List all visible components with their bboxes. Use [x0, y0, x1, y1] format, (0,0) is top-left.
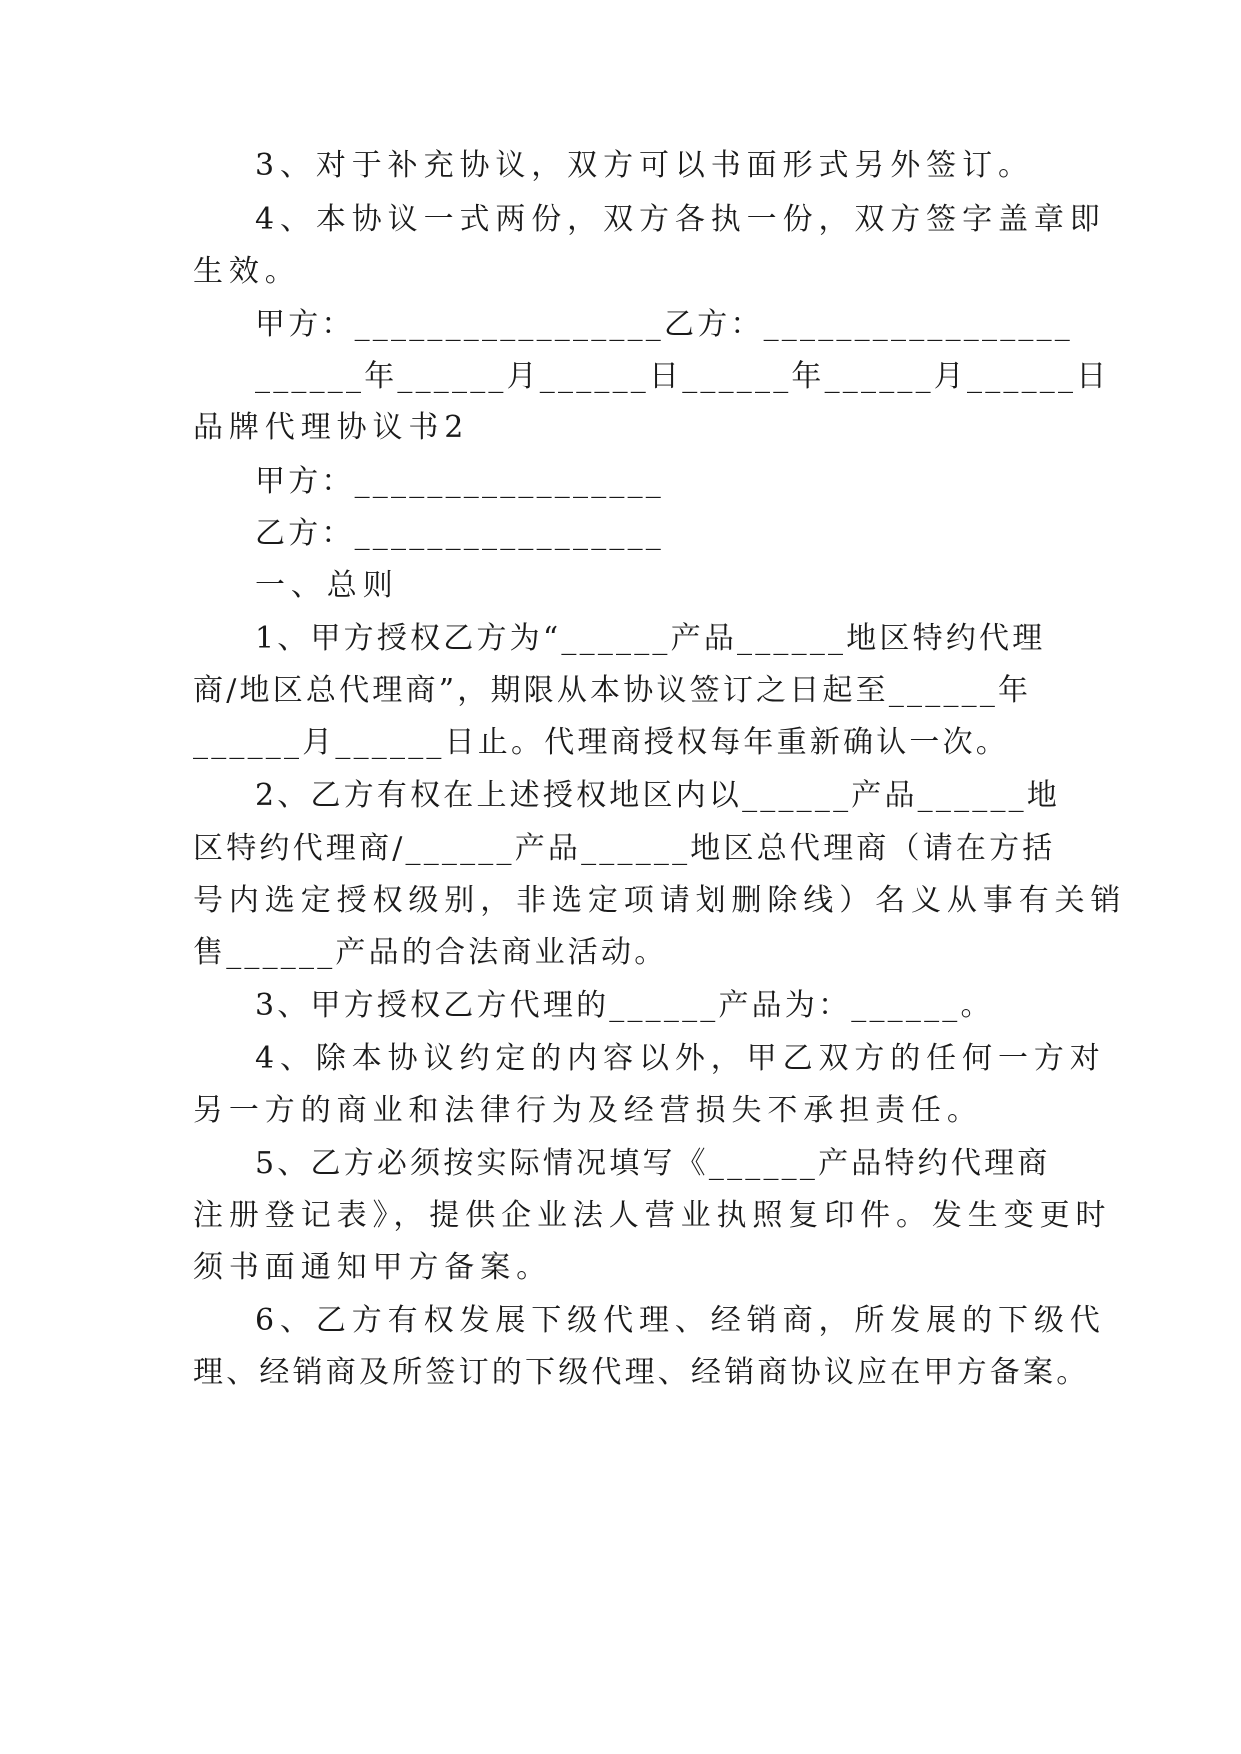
paragraph-line: 商/地区总代理商”，期限从本协议签订之日起至______年 — [193, 673, 1032, 708]
date-line: ______年______月______日______年______月______日 — [255, 359, 1110, 394]
paragraph-line: 号内选定授权级别，非选定项请划删除线）名义从事有关销 — [193, 883, 1127, 918]
paragraph-line: 须书面通知甲方备案。 — [193, 1250, 552, 1285]
paragraph-line: 5、乙方必须按实际情况填写《______产品特约代理商 — [255, 1146, 1051, 1181]
party-b-line: 乙方：_________________ — [255, 516, 664, 551]
paragraph-line: 理、经销商及所签订的下级代理、经销商协议应在甲方备案。 — [193, 1355, 1090, 1390]
paragraph-line: 4、除本协议约定的内容以外，甲乙双方的任何一方对 — [255, 1041, 1106, 1076]
document-title: 品牌代理协议书2 — [193, 410, 470, 445]
paragraph-line: ______月______日止。代理商授权每年重新确认一次。 — [193, 725, 1009, 760]
signature-line: 甲方：_________________乙方：_________________ — [255, 307, 1073, 342]
paragraph-line: 区特约代理商/______产品______地区总代理商（请在方括 — [193, 831, 1056, 866]
paragraph-line: 售______产品的合法商业活动。 — [193, 935, 668, 970]
paragraph-line: 6、乙方有权发展下级代理、经销商，所发展的下级代 — [255, 1303, 1106, 1338]
party-a-line: 甲方：_________________ — [255, 464, 664, 499]
paragraph-line: 3、对于补充协议，双方可以书面形式另外签订。 — [255, 148, 1034, 183]
section-heading: 一、总则 — [255, 568, 399, 603]
paragraph-line: 2、乙方有权在上述授权地区内以______产品______地 — [255, 778, 1061, 813]
paragraph-line: 生效。 — [193, 254, 301, 289]
paragraph-line: 1、甲方授权乙方为“______产品______地区特约代理 — [255, 621, 1046, 656]
paragraph-line: 另一方的商业和法律行为及经营损失不承担责任。 — [193, 1093, 983, 1128]
paragraph-line: 3、甲方授权乙方代理的______产品为：______。 — [255, 988, 994, 1023]
paragraph-line: 注册登记表》，提供企业法人营业执照复印件。发生变更时 — [193, 1198, 1112, 1233]
paragraph-line: 4、本协议一式两份，双方各执一份，双方签字盖章即 — [255, 202, 1106, 237]
